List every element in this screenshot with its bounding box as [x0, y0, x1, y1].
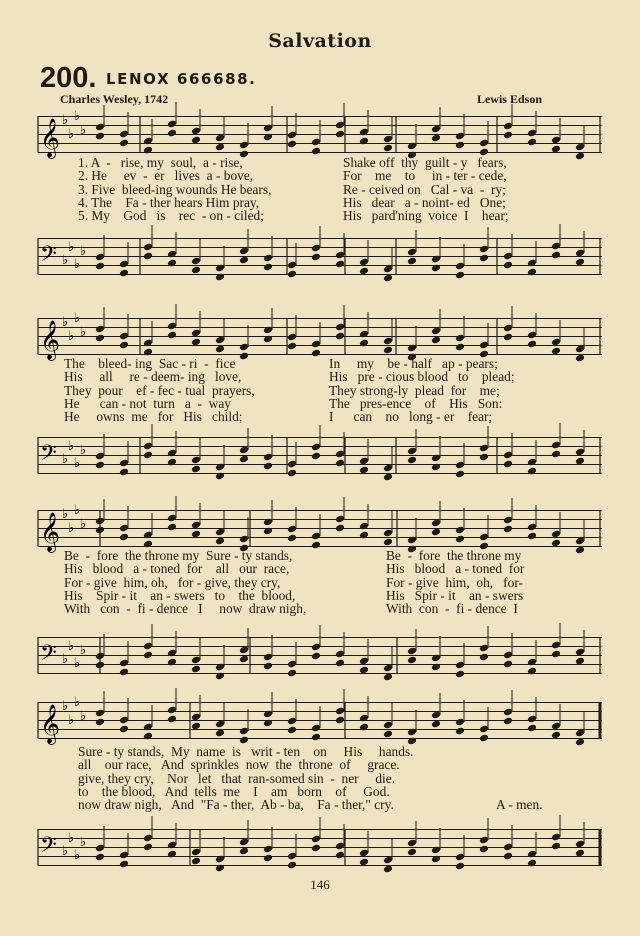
note-head	[95, 262, 105, 271]
author: Charles Wesley, 1742	[60, 92, 169, 106]
note-head	[335, 851, 345, 860]
note-head	[455, 343, 465, 352]
bass-staff	[0, 637, 640, 681]
flat-icon: ♭	[74, 655, 81, 670]
lyric-first-half: Be - fore the throne my Sure - ty stands,	[64, 548, 293, 563]
tune-name: LENOX 666688.	[106, 70, 257, 88]
note-head	[311, 253, 321, 262]
lyric-second-half: His dear a - noint- ed One;	[343, 194, 506, 210]
lyric-second-half: With con - fi - dence I	[386, 601, 518, 617]
flat-icon: ♭	[74, 310, 81, 325]
bass-staff	[0, 238, 640, 282]
note-head	[527, 724, 537, 733]
note-head	[215, 273, 225, 282]
flat-icon: ♭	[74, 847, 81, 862]
lyrics-block	[64, 548, 600, 617]
flat-icon: ♭	[80, 324, 87, 339]
treble-clef-icon: 𝄞	[40, 704, 61, 744]
lyric-first-half: He can - not turn a - way	[64, 395, 231, 411]
lyrics-block	[78, 745, 600, 811]
note-head	[431, 663, 441, 672]
treble-clef-icon: 𝄞	[40, 320, 61, 360]
flat-icon: ♭	[80, 708, 87, 723]
lyric-first-half: 3. Five bleed-ing wounds He bears,	[78, 181, 272, 197]
note-head	[551, 450, 561, 459]
note-head	[335, 260, 345, 269]
flat-icon: ♭	[68, 520, 75, 535]
note-head	[503, 333, 513, 342]
note-head	[527, 859, 537, 868]
note-head	[527, 268, 537, 277]
note-head	[167, 658, 177, 667]
bass-clef-icon: 𝄢	[40, 242, 57, 272]
lyric-first-half: For - give him, oh, for - give, they cry,	[64, 574, 281, 590]
note-head	[287, 270, 297, 279]
note-head	[287, 669, 297, 678]
note-head	[527, 467, 537, 476]
note-head	[479, 845, 489, 854]
note-head	[479, 734, 489, 743]
bass-staff	[0, 437, 640, 481]
note-head	[335, 524, 345, 533]
note-head	[503, 717, 513, 726]
note-head	[95, 132, 105, 141]
note-head	[95, 718, 105, 727]
note-head	[383, 538, 393, 547]
note-head	[263, 854, 273, 863]
note-head	[527, 532, 537, 541]
lyric-first-half: His all re - deem- ing love,	[64, 369, 242, 385]
note-head	[191, 857, 201, 866]
verse-line	[78, 798, 600, 811]
verse-line	[64, 409, 600, 425]
note-head	[119, 468, 129, 477]
note-head	[263, 527, 273, 536]
bass-staff	[0, 829, 640, 873]
note-head	[287, 726, 297, 735]
note-head	[479, 653, 489, 662]
note-head	[287, 140, 297, 149]
note-head	[143, 732, 153, 741]
verse-line	[78, 772, 600, 785]
verse-line	[78, 209, 600, 222]
note-head	[383, 144, 393, 153]
note-head	[455, 670, 465, 679]
lyric-first-half: 2. He ev - er lives a - bove,	[78, 168, 254, 184]
note-head	[167, 129, 177, 138]
note-head	[167, 458, 177, 467]
lyric-first-half: His Spir - it an - swers to the blood,	[64, 587, 296, 603]
flat-icon: ♭	[80, 442, 87, 457]
note-head	[143, 146, 153, 155]
note-head	[551, 251, 561, 260]
note-head	[215, 864, 225, 873]
note-head	[335, 332, 345, 341]
verse-line	[78, 196, 600, 209]
lyric-second-half: For - give him, oh, for-	[386, 574, 523, 590]
flat-icon: ♭	[68, 239, 75, 254]
verse-line	[78, 156, 600, 169]
note-head	[119, 860, 129, 869]
note-head	[527, 340, 537, 349]
note-head	[335, 459, 345, 468]
section-title: Salvation	[268, 30, 372, 52]
flat-icon: ♭	[74, 108, 81, 123]
verse-line	[64, 356, 600, 371]
verse-line	[64, 574, 600, 590]
treble-staff	[0, 108, 640, 160]
note-head	[407, 656, 417, 665]
lyric-second-half: For me to in - ter - cede,	[343, 168, 507, 184]
note-head	[503, 525, 513, 534]
verse-line	[78, 183, 600, 196]
verse-line	[64, 382, 600, 398]
lyric-first-half: now draw nigh, And "Fa - ther, Ab - ba, Fa - ther," cry.	[78, 797, 394, 813]
note-head	[95, 661, 105, 670]
note-head	[455, 470, 465, 479]
note-head	[95, 461, 105, 470]
note-head	[287, 861, 297, 870]
verse-line	[64, 601, 600, 617]
hymn-number: 200.	[40, 62, 97, 94]
flat-icon: ♭	[68, 712, 75, 727]
verse-line	[78, 785, 600, 798]
note-head	[335, 130, 345, 139]
flat-icon: ♭	[62, 698, 69, 713]
note-head	[551, 842, 561, 851]
lyric-first-half: Sure - ty stands, My name is writ - ten on His hands.	[78, 744, 414, 759]
note-head	[143, 843, 153, 852]
note-head	[455, 141, 465, 150]
note-head	[551, 650, 561, 659]
note-head	[359, 723, 369, 732]
flat-icon: ♭	[62, 314, 69, 329]
note-head	[407, 257, 417, 266]
lyric-first-half: His blood a - toned for all our race,	[64, 561, 290, 577]
verse-line	[64, 369, 600, 385]
flat-icon: ♭	[80, 516, 87, 531]
flat-icon: ♭	[80, 243, 87, 258]
verse-line	[78, 169, 600, 182]
note-head	[287, 534, 297, 543]
bass-clef-icon: 𝄢	[40, 833, 57, 863]
note-head	[167, 331, 177, 340]
note-head	[311, 844, 321, 853]
treble-clef-icon: 𝄞	[40, 118, 61, 158]
lyric-first-half: 5. My God is rec - on - ciled;	[78, 208, 264, 224]
flat-icon: ♭	[62, 252, 69, 267]
flat-icon: ♭	[74, 502, 81, 517]
verse-line	[64, 548, 600, 563]
lyric-first-half: give, they cry, Nor let that ran-somed sin - ner die.	[78, 770, 396, 786]
note-head	[359, 137, 369, 146]
note-head	[407, 456, 417, 465]
composer: Lewis Edson	[476, 92, 542, 106]
note-head	[95, 853, 105, 862]
note-head	[503, 852, 513, 861]
note-head	[167, 715, 177, 724]
note-head	[215, 472, 225, 481]
flat-icon: ♭	[62, 843, 69, 858]
lyric-second-half: In my be - half ap - pears;	[329, 356, 498, 371]
flat-icon: ♭	[62, 112, 69, 127]
flat-icon: ♭	[68, 438, 75, 453]
flat-icon: ♭	[68, 126, 75, 141]
flat-icon: ♭	[80, 834, 87, 849]
note-head	[311, 733, 321, 742]
flat-icon: ♭	[62, 451, 69, 466]
flat-icon: ♭	[74, 694, 81, 709]
note-head	[479, 453, 489, 462]
note-head	[479, 254, 489, 263]
lyric-first-half: 4. The Fa - ther hears Him pray,	[78, 194, 260, 210]
note-head	[527, 667, 537, 676]
note-head	[119, 533, 129, 542]
note-head	[263, 335, 273, 344]
note-head	[383, 730, 393, 739]
note-head	[383, 346, 393, 355]
lyric-second-half: The pres-ence of His Son:	[329, 395, 503, 411]
flat-icon: ♭	[68, 830, 75, 845]
note-head	[167, 259, 177, 268]
lyric-first-half: With con - fi - dence I now draw nigh,	[64, 601, 307, 617]
verse-line	[64, 395, 600, 411]
note-head	[431, 855, 441, 864]
note-head	[431, 264, 441, 273]
flat-icon: ♭	[62, 651, 69, 666]
lyric-second-half: Be - fore the throne my	[386, 548, 522, 563]
note-head	[143, 252, 153, 261]
note-head	[527, 138, 537, 147]
note-head	[95, 526, 105, 535]
note-head	[263, 133, 273, 142]
lyric-second-half: A - men.	[496, 797, 543, 813]
note-head	[311, 452, 321, 461]
note-head	[143, 651, 153, 660]
treble-staff	[0, 694, 640, 746]
lyric-first-half: to the blood, And tells me I am born of God.	[78, 783, 390, 799]
lyric-second-half: Re - ceived on Cal - va - ry;	[343, 181, 506, 197]
bass-clef-icon: 𝄢	[40, 641, 57, 671]
note-head	[119, 668, 129, 677]
note-head	[191, 665, 201, 674]
lyric-second-half: His pre - cious blood to plead;	[329, 369, 515, 385]
note-head	[455, 862, 465, 871]
flat-icon: ♭	[80, 122, 87, 137]
lyric-second-half: His Spir - it an - swers	[386, 587, 524, 603]
note-head	[119, 269, 129, 278]
lyric-first-half: They pour ef - fec - tual prayers,	[64, 382, 255, 398]
note-head	[455, 535, 465, 544]
flat-icon: ♭	[74, 256, 81, 271]
note-head	[167, 523, 177, 532]
note-head	[167, 850, 177, 859]
lyric-second-half: His blood a - toned for	[386, 561, 525, 577]
flat-icon: ♭	[62, 506, 69, 521]
note-head	[143, 451, 153, 460]
lyric-second-half: His pard'ning voice I hear;	[343, 208, 509, 224]
note-head	[119, 341, 129, 350]
lyric-first-half: 1. A - rise, my soul, a - rise,	[78, 155, 243, 170]
note-head	[263, 719, 273, 728]
lyric-second-half: Shake off thy guilt - y fears,	[343, 155, 507, 170]
note-head	[263, 263, 273, 272]
note-head	[503, 131, 513, 140]
verse-line	[78, 758, 600, 771]
note-head	[503, 460, 513, 469]
lyric-first-half: The bleed- ing Sac - ri - fice	[64, 356, 236, 371]
lyrics-block	[78, 156, 600, 222]
lyric-second-half: They strong-ly plead for me;	[329, 382, 500, 398]
lyric-first-half: He owns me for His child;	[64, 409, 243, 425]
note-head	[359, 339, 369, 348]
flat-icon: ♭	[68, 328, 75, 343]
lyrics-block	[64, 356, 600, 425]
flat-icon: ♭	[80, 642, 87, 657]
verse-line	[64, 561, 600, 577]
verse-line	[64, 587, 600, 603]
page-number: 146	[310, 877, 330, 892]
note-head	[191, 266, 201, 275]
note-head	[503, 660, 513, 669]
note-head	[455, 271, 465, 280]
lyric-first-half: all our race, And sprinkles now the throne of grace.	[78, 757, 400, 773]
note-head	[263, 462, 273, 471]
note-head	[431, 463, 441, 472]
note-head	[287, 469, 297, 478]
note-head	[119, 725, 129, 734]
note-head	[335, 716, 345, 725]
note-head	[455, 727, 465, 736]
verse-line	[78, 745, 600, 758]
note-head	[407, 848, 417, 857]
flat-icon: ♭	[74, 455, 81, 470]
note-head	[359, 531, 369, 540]
note-head	[215, 672, 225, 681]
note-head	[119, 139, 129, 148]
lyric-second-half: I can no long - er fear;	[329, 409, 493, 425]
note-head	[263, 662, 273, 671]
note-head	[311, 147, 321, 156]
note-head	[335, 659, 345, 668]
note-head	[311, 652, 321, 661]
flat-icon: ♭	[68, 638, 75, 653]
note-head	[95, 334, 105, 343]
note-head	[287, 342, 297, 351]
treble-clef-icon: 𝄞	[40, 512, 61, 552]
bass-clef-icon: 𝄢	[40, 441, 57, 471]
note-head	[191, 465, 201, 474]
note-head	[503, 261, 513, 270]
